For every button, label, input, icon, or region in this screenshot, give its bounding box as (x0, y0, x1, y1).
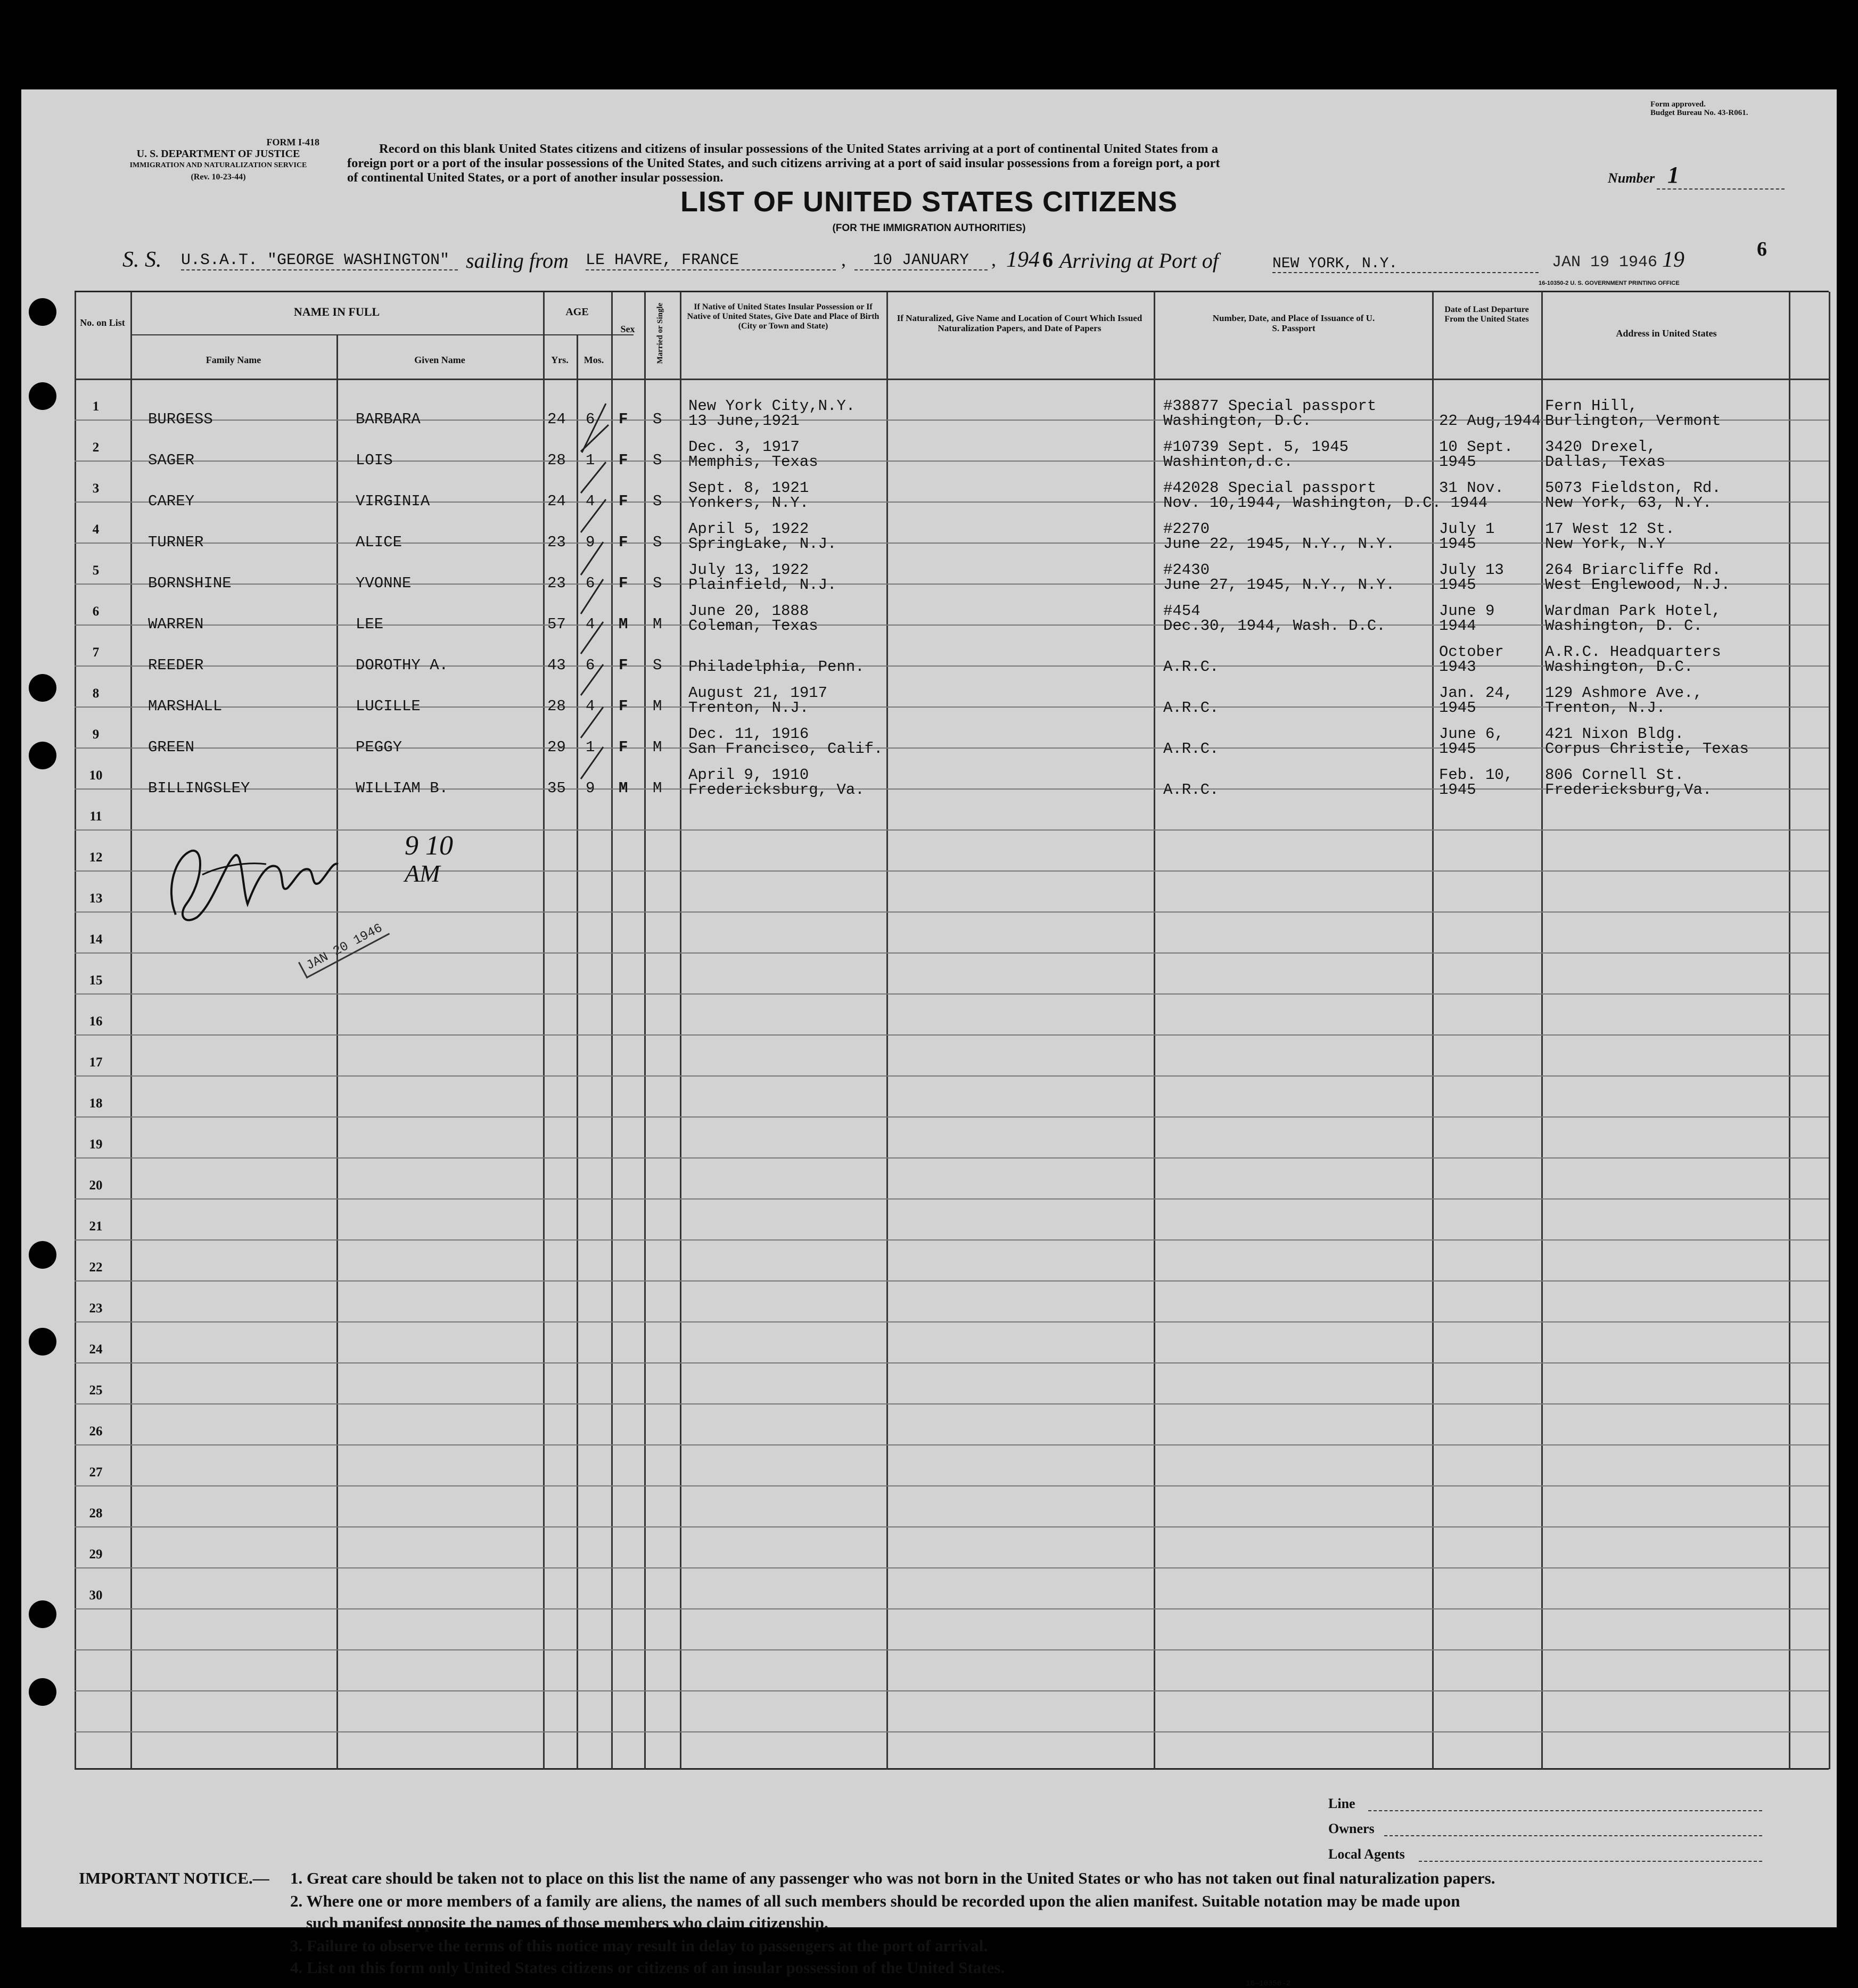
age-months-cell: 1 (586, 738, 595, 756)
row-number: 23 (89, 1301, 103, 1316)
age-months-cell: 4 (586, 492, 595, 510)
header-no-on-list: No. on List (80, 317, 125, 328)
age-verification-checkmarks (577, 388, 646, 867)
printing-note: 16-10350-2 U. S. GOVERNMENT PRINTING OFFICE (1539, 280, 1680, 286)
row-number: 9 (92, 727, 100, 742)
address-line-2-cell: Washington, D. C. (1545, 617, 1703, 635)
address-line-1-cell: Fern Hill, (1545, 397, 1638, 415)
budget-bureau: Budget Bureau No. 43-R061. (1650, 109, 1748, 117)
binder-hole (29, 382, 56, 410)
form-revision: (Rev. 10-23-44) (191, 172, 246, 182)
column-divider (1432, 292, 1434, 1769)
department-name: U. S. DEPARTMENT OF JUSTICE (136, 148, 300, 160)
sex-cell: F (619, 656, 628, 674)
notice-item-4: 4. List on this form only United States citizens or citizens of an insular possession of the United States. (290, 1958, 1005, 1977)
number-value: 1 (1657, 161, 1785, 190)
birth-place-cell: Memphis, Texas (688, 453, 818, 471)
birth-place-cell: Philadelphia, Penn. (688, 658, 865, 676)
header-birth: If Native of United States Insular Possession or If Native of United States, Give Date and Place of Birth (City or Town and State) (687, 302, 879, 331)
row-number: 15 (89, 973, 103, 988)
passport-issue-cell: Washinton,d.c. (1163, 453, 1293, 471)
row-line (75, 1198, 1829, 1200)
row-number: 18 (89, 1096, 103, 1111)
page-number: 6 (1757, 238, 1767, 260)
marital-status-cell: M (653, 697, 662, 715)
passport-number-cell: #42028 Special passport (1163, 479, 1377, 497)
instruction-line-3: of continental United States, or a port of another insular possession. (347, 170, 724, 185)
passport-issue-cell: A.R.C. (1163, 740, 1219, 758)
time-note-hour: 9 10 (405, 831, 453, 861)
family-name-cell: BURGESS (148, 410, 213, 428)
departure-line-1-cell: Jan. 24, (1439, 684, 1514, 702)
column-divider (1541, 292, 1543, 1769)
row-number: 10 (89, 768, 103, 783)
notice-item-3: 3. Failure to observe the terms of this notice may result in delay to passengers at the port of arrival. (290, 1936, 988, 1955)
row-number: 3 (92, 481, 100, 496)
header-address: Address in United States (1616, 328, 1717, 339)
number-label: Number (1608, 170, 1655, 186)
given-name-cell: BARBARA (356, 410, 421, 428)
row-line (75, 1608, 1829, 1609)
address-line-2-cell: Burlington, Vermont (1545, 412, 1721, 430)
departure-line-2-cell: 1945 (1439, 535, 1476, 553)
year-prefix: 194 (1006, 248, 1040, 272)
address-line-1-cell: 3420 Drexel, (1545, 438, 1656, 456)
row-number: 27 (89, 1465, 103, 1480)
address-line-1-cell: 806 Cornell St. (1545, 766, 1684, 784)
row-number: 4 (92, 522, 100, 537)
passport-issue-cell: A.R.C. (1163, 699, 1219, 717)
marital-status-cell: M (653, 738, 662, 756)
age-years-cell: 28 (547, 697, 566, 715)
address-line-2-cell: Dallas, Texas (1545, 453, 1666, 471)
sex-cell: F (619, 738, 628, 756)
sailing-from: LE HAVRE, FRANCE (586, 251, 836, 270)
binder-hole (29, 1678, 56, 1706)
given-name-cell: LOIS (356, 451, 393, 469)
address-line-2-cell: Corpus Christie, Texas (1545, 740, 1749, 758)
table-top-border (75, 291, 1829, 292)
binder-hole (29, 674, 56, 702)
header-sex: Sex (620, 324, 635, 334)
service-name: IMMIGRATION AND NATURALIZATION SERVICE (129, 161, 307, 169)
row-line (75, 1239, 1829, 1241)
row-line (75, 1075, 1829, 1077)
age-months-cell: 4 (586, 697, 595, 715)
departure-line-2-cell: 1943 (1439, 658, 1476, 676)
given-name-cell: DOROTHY A. (356, 656, 449, 674)
inspector-signature (154, 824, 378, 947)
time-note-ampm: AM (405, 860, 440, 887)
age-years-cell: 29 (547, 738, 566, 756)
row-line (75, 1649, 1829, 1650)
row-number: 17 (89, 1055, 103, 1070)
age-months-cell: 9 (586, 779, 595, 797)
birth-place-cell: Plainfield, N.J. (688, 576, 837, 594)
column-divider (543, 292, 545, 1769)
departure-line-1-cell: October (1439, 643, 1504, 661)
departure-line-1-cell: June 6, (1439, 725, 1504, 743)
departure-line-1-cell: 31 Nov. (1439, 479, 1504, 497)
row-number: 11 (89, 809, 102, 824)
birth-date-cell: August 21, 1917 (688, 684, 828, 702)
passport-number-cell: #454 (1163, 602, 1201, 620)
page-title: LIST OF UNITED STATES CITIZENS (680, 186, 1178, 218)
age-months-cell: 6 (586, 656, 595, 674)
age-years-cell: 24 (547, 410, 566, 428)
sailing-date: 10 JANUARY (854, 251, 988, 270)
departure-line-2-cell: 1945 (1439, 699, 1476, 717)
row-line (75, 1157, 1829, 1159)
row-line (75, 1403, 1829, 1404)
header-passport: Number, Date, and Place of Issuance of U. S. Passport (1212, 313, 1375, 333)
arrival-port: NEW YORK, N.Y. (1272, 256, 1539, 273)
row-number: 19 (89, 1137, 103, 1152)
binder-hole (29, 742, 56, 769)
departure-line-2-cell: 1945 (1439, 453, 1476, 471)
row-number: 6 (92, 604, 100, 619)
passport-number-cell: #10739 Sept. 5, 1945 (1163, 438, 1349, 456)
row-line (75, 1444, 1829, 1445)
row-number: 2 (92, 440, 100, 455)
passport-issue-cell: A.R.C. (1163, 658, 1219, 676)
row-number: 30 (89, 1588, 103, 1603)
departure-line-2-cell: 22 Aug,1944 (1439, 412, 1541, 430)
header-name-in-full: NAME IN FULL (293, 305, 380, 318)
family-name-cell: MARSHALL (148, 697, 223, 715)
passport-number-cell: #38877 Special passport (1163, 397, 1377, 415)
given-name-cell: PEGGY (356, 738, 402, 756)
address-line-1-cell: Wardman Park Hotel, (1545, 602, 1721, 620)
sex-cell: F (619, 410, 628, 428)
birth-date-cell: Sept. 8, 1921 (688, 479, 809, 497)
header-departure: Date of Last Departure From the United States (1444, 305, 1529, 324)
marital-status-cell: S (653, 656, 662, 674)
marital-status-cell: S (653, 533, 662, 551)
address-line-1-cell: A.R.C. Headquarters (1545, 643, 1721, 661)
departure-line-2-cell: 1944 (1439, 617, 1476, 635)
address-line-1-cell: 421 Nixon Bldg. (1545, 725, 1684, 743)
departure-line-1-cell: Feb. 10, (1439, 766, 1514, 784)
row-number: 8 (92, 686, 100, 701)
birth-date-cell: Dec. 11, 1916 (688, 725, 809, 743)
sailing-label: sailing from (466, 249, 569, 273)
row-number: 12 (89, 850, 103, 865)
age-years-cell: 43 (547, 656, 566, 674)
age-months-cell: 1 (586, 451, 595, 469)
owners-field (1384, 1835, 1762, 1836)
birth-place-cell: Trenton, N.J. (688, 699, 809, 717)
age-years-cell: 28 (547, 451, 566, 469)
age-years-cell: 23 (547, 574, 566, 592)
row-number: 20 (89, 1178, 103, 1193)
approval-note (1650, 100, 1748, 117)
passport-number-cell: #2430 (1163, 561, 1210, 579)
column-divider (886, 292, 888, 1769)
row-number: 28 (89, 1506, 103, 1521)
header-married-or-single: Married or Single (656, 302, 664, 364)
instruction-line-1: Record on this blank United States citizens and citizens of insular possessions of the United States arriving at a port of continental United States from a (379, 142, 1218, 156)
passport-issue-cell: June 22, 1945, N.Y., N.Y. (1163, 535, 1395, 553)
age-months-cell: 6 (586, 574, 595, 592)
row-number: 26 (89, 1424, 103, 1439)
address-line-1-cell: 5073 Fieldston, Rd. (1545, 479, 1721, 497)
row-line (75, 1526, 1829, 1527)
binder-hole (29, 1328, 56, 1356)
age-years-cell: 24 (547, 492, 566, 510)
age-months-cell: 9 (586, 533, 595, 551)
inspector-date-stamp: JAN 20 1946 (298, 918, 390, 979)
marital-status-cell: M (653, 779, 662, 797)
departure-line-1-cell: July 1 (1439, 520, 1495, 538)
given-name-cell: VIRGINIA (356, 492, 430, 510)
binder-hole (29, 1241, 56, 1269)
given-name-cell: LEE (356, 615, 384, 633)
age-years-cell: 23 (547, 533, 566, 551)
form-approved: Form approved. (1650, 100, 1706, 109)
birth-date-cell: Dec. 3, 1917 (688, 438, 800, 456)
row-number: 25 (89, 1383, 103, 1398)
row-number: 29 (89, 1547, 103, 1562)
arriving-label: Arriving at Port of (1059, 249, 1219, 273)
column-divider (680, 292, 681, 1769)
column-divider (1154, 292, 1155, 1769)
instruction-line-2: foreign port or a port of the insular possessions of the United States, and such citizens arriving at a port of said insular possessions from a foreign port, a port (347, 156, 1220, 170)
address-line-2-cell: Fredericksburg,Va. (1545, 781, 1712, 799)
birth-date-cell: July 13, 1922 (688, 561, 809, 579)
column-divider (130, 292, 132, 1769)
owners-label: Owners (1328, 1821, 1375, 1836)
address-line-1-cell: 129 Ashmore Ave., (1545, 684, 1703, 702)
departure-line-2-cell: 1945 (1439, 781, 1476, 799)
family-name-cell: BILLINGSLEY (148, 779, 250, 797)
marital-status-cell: M (653, 615, 662, 633)
family-name-cell: GREEN (148, 738, 195, 756)
passport-number-cell: #2270 (1163, 520, 1210, 538)
family-name-cell: SAGER (148, 451, 195, 469)
form-number: FORM I-418 (266, 137, 319, 147)
voyage-line: S. S. U.S.A.T. "GEORGE WASHINGTON" sailing from LE HAVRE, FRANCE , 10 JANUARY , 194 6 Arriving at Port of NEW YORK, N.Y. JAN 19 1946 19 6 (122, 238, 1767, 273)
ship-name: U.S.A.T. "GEORGE WASHINGTON" (181, 251, 458, 270)
birth-date-cell: April 9, 1910 (688, 766, 809, 784)
family-name-cell: CAREY (148, 492, 195, 510)
departure-line-2-cell: 1945 (1439, 576, 1476, 594)
column-divider (336, 334, 338, 1769)
birth-place-cell: Fredericksburg, Va. (688, 781, 865, 799)
header-mos: Mos. (583, 355, 604, 365)
notice-item-2a: 2. Where one or more members of a family are aliens, the names of all such members should be recorded upon the alien manifest. Suitable notation may be made upon (290, 1892, 1460, 1910)
ss-label: S. S. (122, 248, 162, 272)
family-name-cell: TURNER (148, 533, 204, 551)
binder-hole (29, 1600, 56, 1628)
header-naturalized: If Naturalized, Give Name and Location of Court Which Issued Naturalization Papers, and Date of Papers (897, 313, 1142, 333)
address-line-2-cell: Trenton, N.J. (1545, 699, 1666, 717)
row-number: 21 (89, 1219, 103, 1234)
row-number: 22 (89, 1260, 103, 1275)
birth-place-cell: SpringLake, N.J. (688, 535, 837, 553)
name-subheader-line (130, 334, 634, 335)
instructions (347, 142, 1220, 185)
birth-place-cell: San Francisco, Calif. (688, 740, 883, 758)
notice-heading: IMPORTANT NOTICE.— (79, 1869, 269, 1887)
row-number: 7 (92, 645, 100, 660)
passport-issue-cell: Dec.30, 1944, Wash. D.C. (1163, 617, 1386, 635)
address-line-2-cell: New York, 63, N.Y. (1545, 494, 1712, 512)
row-line (75, 1567, 1829, 1568)
birth-place-cell: 13 June,1921 (688, 412, 800, 430)
form-identification (117, 136, 319, 183)
birth-date-cell: June 20, 1888 (688, 602, 809, 620)
birth-place-cell: Yonkers, N.Y. (688, 494, 809, 512)
arrival-time-note (405, 832, 453, 888)
header-age: AGE (565, 306, 589, 318)
year-digit: 6 (1042, 248, 1053, 272)
age-months-cell: 4 (586, 615, 595, 633)
departure-line-1-cell: June 9 (1439, 602, 1495, 620)
notice-item-2b: such manifest opposite the names of those members who claim citizenship. (306, 1913, 828, 1932)
sex-cell: M (619, 615, 628, 633)
row-number: 24 (89, 1342, 103, 1357)
row-number: 1 (92, 399, 100, 414)
header-given-name: Given Name (414, 355, 465, 365)
row-number: 14 (89, 932, 103, 947)
stamp-year-label: 19 (1662, 248, 1684, 272)
arrival-stamp: JAN 19 1946 (1552, 253, 1658, 272)
local-agents-field (1419, 1861, 1762, 1862)
marital-status-cell: S (653, 492, 662, 510)
notice-item-1: 1. Great care should be taken not to place on this list the name of any passenger who was not born in the United States or who has not taken out final naturalization papers. (290, 1869, 1495, 1887)
passport-issue-cell: Washington, D.C. (1163, 412, 1312, 430)
passport-issue-cell: Nov. 10,1944, Washington, D.C. 1944 (1163, 494, 1488, 512)
row-number: 13 (89, 891, 103, 906)
marital-status-cell: S (653, 451, 662, 469)
sex-cell: F (619, 451, 628, 469)
given-name-cell: YVONNE (356, 574, 412, 592)
header-family-name: Family Name (205, 355, 261, 365)
row-line (75, 1321, 1829, 1322)
birth-date-cell: April 5, 1922 (688, 520, 809, 538)
sex-cell: F (619, 533, 628, 551)
row-number: 16 (89, 1014, 103, 1029)
sex-cell: M (619, 779, 628, 797)
column-divider (1789, 292, 1790, 1769)
binder-hole (29, 298, 56, 326)
passport-issue-cell: A.R.C. (1163, 781, 1219, 799)
header-yrs: Yrs. (551, 355, 569, 365)
marital-status-cell: S (653, 410, 662, 428)
address-line-2-cell: Washington, D.C. (1545, 658, 1693, 676)
address-line-1-cell: 17 West 12 St. (1545, 520, 1675, 538)
row-line (75, 1116, 1829, 1118)
address-line-2-cell: West Englewood, N.J. (1545, 576, 1731, 594)
page-subtitle: (FOR THE IMMIGRATION AUTHORITIES) (832, 223, 1026, 234)
column-divider (1829, 292, 1830, 1769)
sex-cell: F (619, 492, 628, 510)
family-name-cell: BORNSHINE (148, 574, 232, 592)
row-number: 5 (92, 563, 100, 578)
row-line (75, 1362, 1829, 1363)
marital-status-cell: S (653, 574, 662, 592)
sex-cell: F (619, 574, 628, 592)
row-line (75, 1485, 1829, 1486)
family-name-cell: WARREN (148, 615, 204, 633)
local-agents-label: Local Agents (1328, 1846, 1405, 1862)
row-line (75, 1690, 1829, 1691)
given-name-cell: WILLIAM B. (356, 779, 449, 797)
row-line (75, 1731, 1829, 1732)
row-line (75, 1034, 1829, 1036)
line-field (1368, 1810, 1762, 1811)
departure-line-1-cell: July 13 (1439, 561, 1504, 579)
age-years-cell: 35 (547, 779, 566, 797)
address-line-1-cell: 264 Briarcliffe Rd. (1545, 561, 1721, 579)
age-years-cell: 57 (547, 615, 566, 633)
address-line-2-cell: New York, N.Y (1545, 535, 1666, 553)
row-line (75, 1280, 1829, 1281)
birth-date-cell: New York City,N.Y. (688, 397, 856, 415)
print-code: 16—10350-2 (1246, 1979, 1291, 1988)
age-months-cell: 6 (586, 410, 595, 428)
sex-cell: F (619, 697, 628, 715)
departure-line-2-cell: 1945 (1439, 740, 1476, 758)
line-label: Line (1328, 1796, 1355, 1811)
family-name-cell: REEDER (148, 656, 204, 674)
given-name-cell: LUCILLE (356, 697, 421, 715)
manifest-page (21, 89, 1837, 1988)
given-name-cell: ALICE (356, 533, 402, 551)
departure-line-1-cell: 10 Sept. (1439, 438, 1514, 456)
passport-issue-cell: June 27, 1945, N.Y., N.Y. (1163, 576, 1395, 594)
row-line (75, 993, 1829, 995)
birth-place-cell: Coleman, Texas (688, 617, 818, 635)
